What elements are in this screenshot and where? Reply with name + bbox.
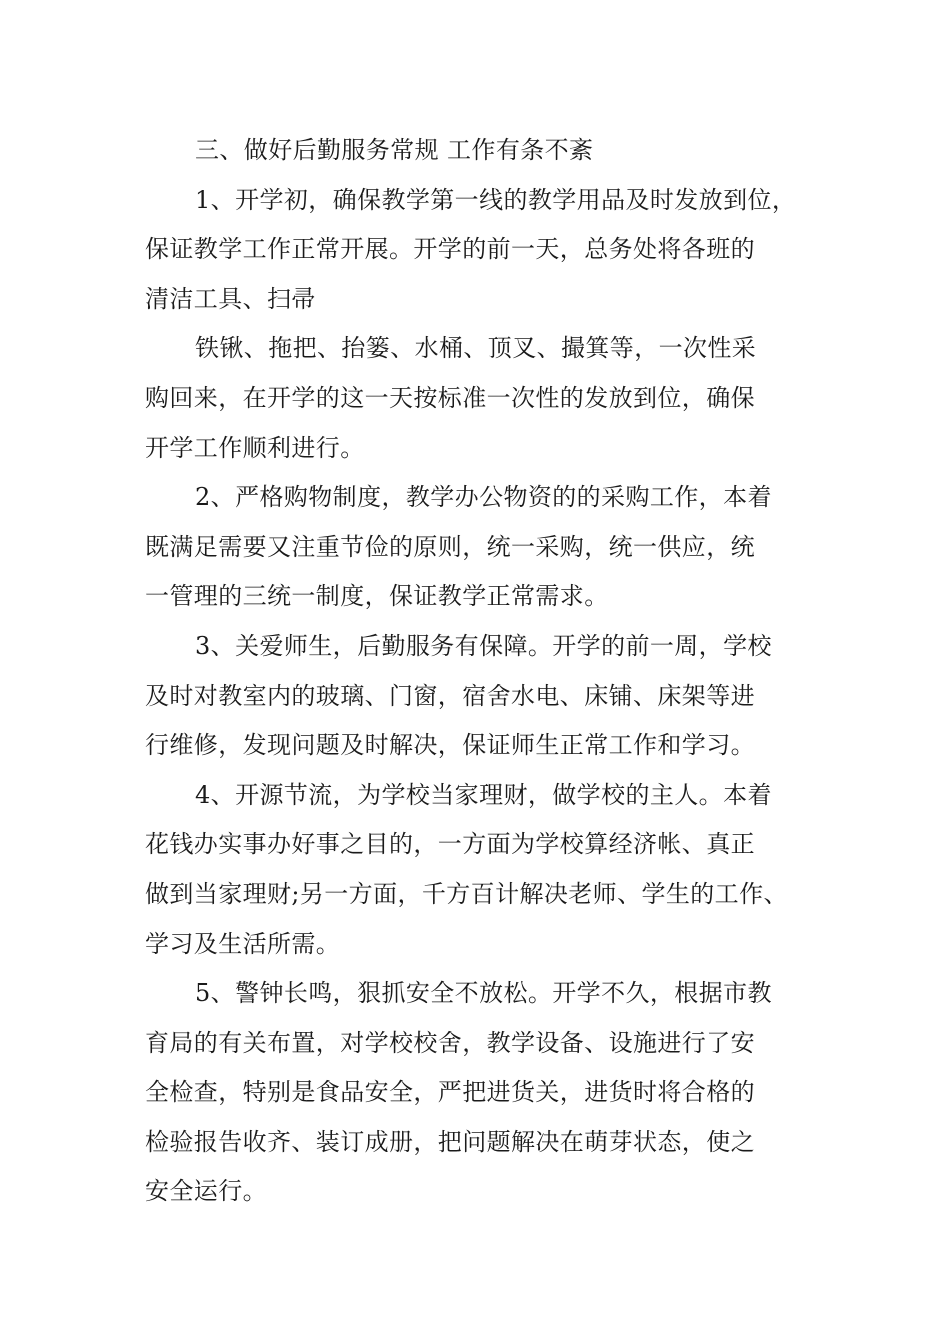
paragraph	[145, 969, 825, 1217]
paragraph	[145, 473, 825, 622]
paragraph-line: 3、关爱师生，后勤服务有保障。开学的前一周，学校	[195, 631, 772, 660]
paragraph-line: 开学工作顺利进行。	[145, 433, 365, 462]
paragraph-line: 检验报告收齐、装订成册，把问题解决在萌芽状态，使之	[145, 1127, 755, 1156]
paragraph-list	[145, 176, 825, 1217]
paragraph	[145, 176, 825, 325]
paragraph-line: 一管理的三统一制度，保证教学正常需求。	[145, 582, 609, 611]
paragraph-line: 1、开学初，确保教学第一线的教学用品及时发放到位，	[195, 185, 797, 214]
paragraph-line: 4、开源节流，为学校当家理财，做学校的主人。本着	[195, 780, 772, 809]
paragraph-line: 花钱办实事办好事之目的，一方面为学校算经济帐、真正	[145, 830, 755, 859]
paragraph-line: 学习及生活所需。	[145, 929, 341, 958]
paragraph-line: 清洁工具、扫帚	[145, 284, 316, 313]
paragraph-line: 全检查，特别是食品安全，严把进货关，进货时将合格的	[145, 1078, 755, 1107]
paragraph-line: 购回来，在开学的这一天按标准一次性的发放到位，确保	[145, 383, 755, 412]
paragraph-line: 做到当家理财;另一方面，千方百计解决老师、学生的工作、	[145, 879, 788, 908]
paragraph-line: 既满足需要又注重节俭的原则，统一采购，统一供应，统	[145, 532, 755, 561]
paragraph	[145, 771, 825, 969]
paragraph	[145, 622, 825, 771]
paragraph-line: 育局的有关布置，对学校校舍，教学设备、设施进行了安	[145, 1028, 755, 1057]
section-heading: 三、做好后勤服务常规 工作有条不紊	[195, 136, 594, 164]
document-body	[145, 126, 825, 1217]
paragraph-line: 铁锹、拖把、抬篓、水桶、顶叉、撮箕等，一次性采	[195, 334, 757, 363]
paragraph-line: 行维修，发现问题及时解决，保证师生正常工作和学习。	[145, 731, 755, 760]
paragraph-line: 安全运行。	[145, 1177, 267, 1206]
paragraph-line: 5、警钟长鸣，狠抓安全不放松。开学不久，根据市教	[195, 979, 772, 1008]
paragraph	[145, 324, 825, 473]
paragraph-line: 2、严格购物制度，教学办公物资的的采购工作，本着	[195, 483, 772, 512]
paragraph-line: 保证教学工作正常开展。开学的前一天，总务处将各班的	[145, 235, 755, 264]
paragraph-line: 及时对教室内的玻璃、门窗，宿舍水电、床铺、床架等进	[145, 681, 755, 710]
